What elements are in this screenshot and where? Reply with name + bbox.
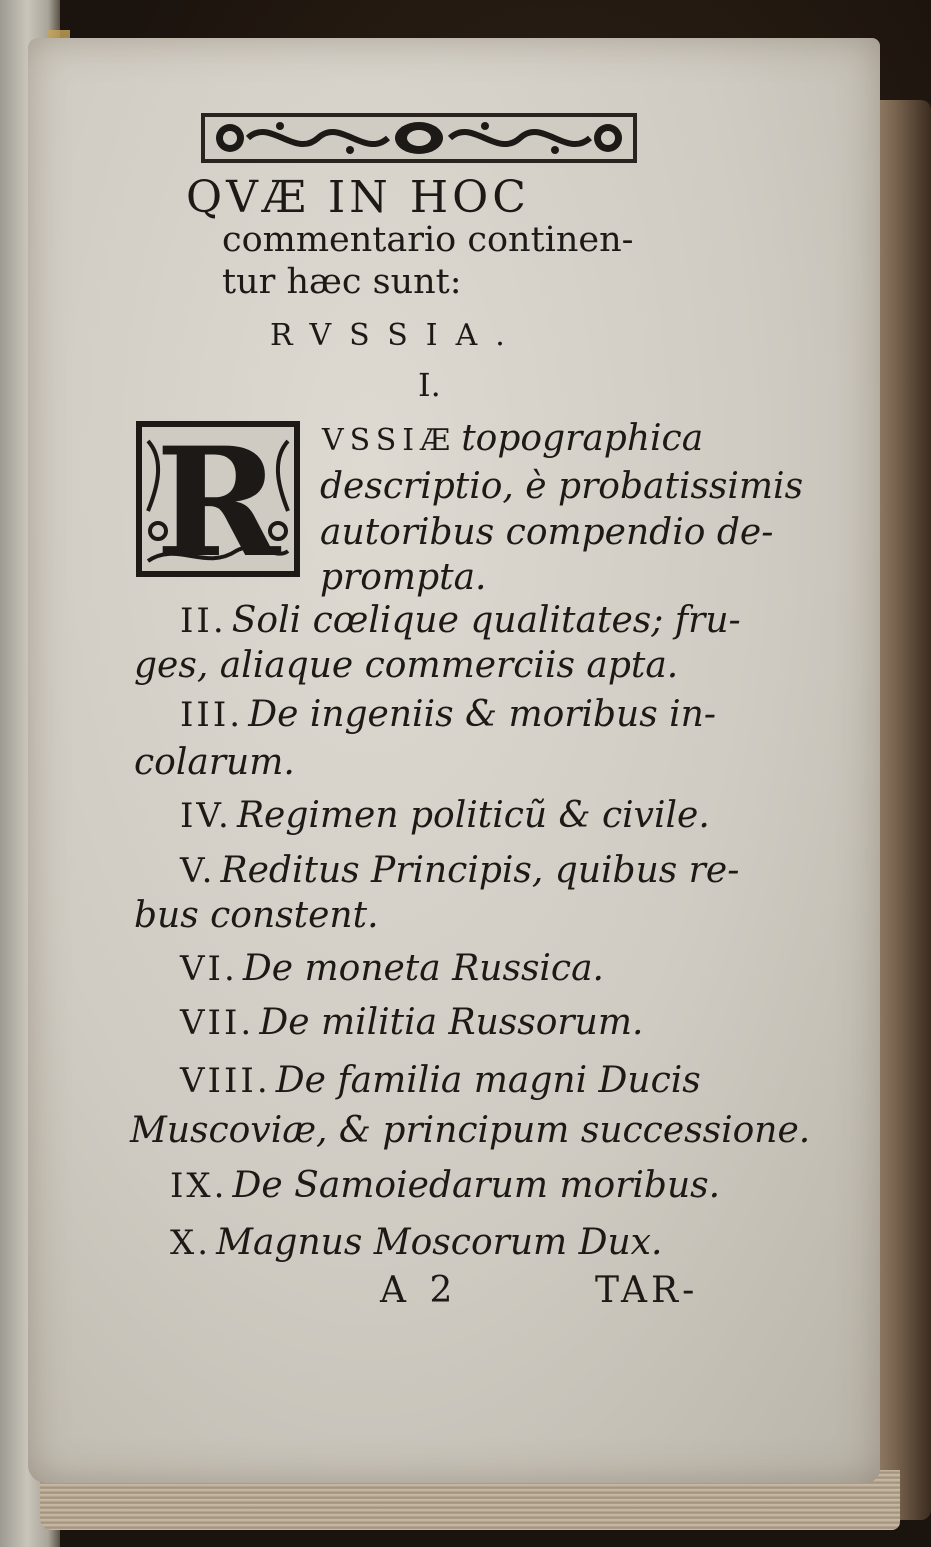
chapter-numeral-1: I. — [418, 366, 441, 404]
entry-numeral: III. — [180, 695, 244, 735]
entry-text: De militia Russorum. — [259, 1002, 644, 1043]
entry-6 — [180, 948, 604, 989]
entry-text: Regimen politicũ & civile. — [236, 795, 710, 836]
title-line-3: tur hæc sunt: — [222, 262, 462, 302]
entry-3 — [180, 694, 716, 735]
historiated-initial-icon — [136, 421, 300, 577]
entry-numeral: VII. — [180, 1003, 255, 1043]
entry-10 — [170, 1222, 662, 1263]
entry-1-line-2: descriptio, è probatissimis — [320, 466, 804, 507]
dropcap-letter: R — [155, 421, 281, 577]
entry-3-cont: colarum. — [134, 742, 295, 783]
section-title: RVSSIA. — [270, 318, 523, 353]
entry-numeral: II. — [180, 601, 227, 641]
entry-numeral: VIII. — [180, 1061, 271, 1101]
entry-9 — [170, 1165, 720, 1206]
catchword: TAR- — [595, 1270, 699, 1311]
entry-1-caps: VSSIÆ — [322, 423, 457, 458]
entry-text: De familia magni Ducis — [275, 1060, 701, 1101]
entry-numeral: V. — [180, 851, 216, 891]
entry-text: Reditus Principis, quibus re- — [220, 850, 740, 891]
entry-7 — [180, 1002, 643, 1043]
entry-4 — [180, 795, 710, 836]
entry-5 — [180, 850, 739, 891]
entry-numeral: VI. — [180, 949, 238, 989]
entry-8-cont: Muscoviæ, & principum successione. — [130, 1110, 811, 1151]
entry-text: Soli cœlique qualitates; fru- — [231, 600, 741, 641]
entry-1-line-4: prompta. — [320, 557, 487, 598]
entry-5-cont: bus constent. — [134, 895, 379, 936]
entry-2-cont: ges, aliaque commerciis apta. — [134, 645, 679, 686]
entry-numeral: IV. — [180, 796, 232, 836]
entry-numeral: X. — [170, 1223, 212, 1263]
entry-numeral: IX. — [170, 1166, 228, 1206]
entry-2 — [180, 600, 741, 641]
entry-text: Magnus Moscorum Dux. — [216, 1222, 663, 1263]
entry-8 — [180, 1060, 701, 1101]
entry-1-line-3: autoribus compendio de- — [320, 512, 774, 553]
entry-1-line-1 — [322, 418, 703, 459]
title-line-1: QVÆ IN HOC — [186, 172, 530, 223]
entry-text: De moneta Russica. — [242, 948, 604, 989]
signature-mark: A 2 — [380, 1270, 459, 1311]
entry-1-text: topographica — [461, 418, 704, 459]
entry-text: De ingeniis & moribus in- — [248, 694, 717, 735]
entry-text: De Samoiedarum moribus. — [232, 1165, 721, 1206]
headpiece-ornament-icon — [200, 112, 638, 164]
title-line-2: commentario continen- — [222, 220, 634, 260]
